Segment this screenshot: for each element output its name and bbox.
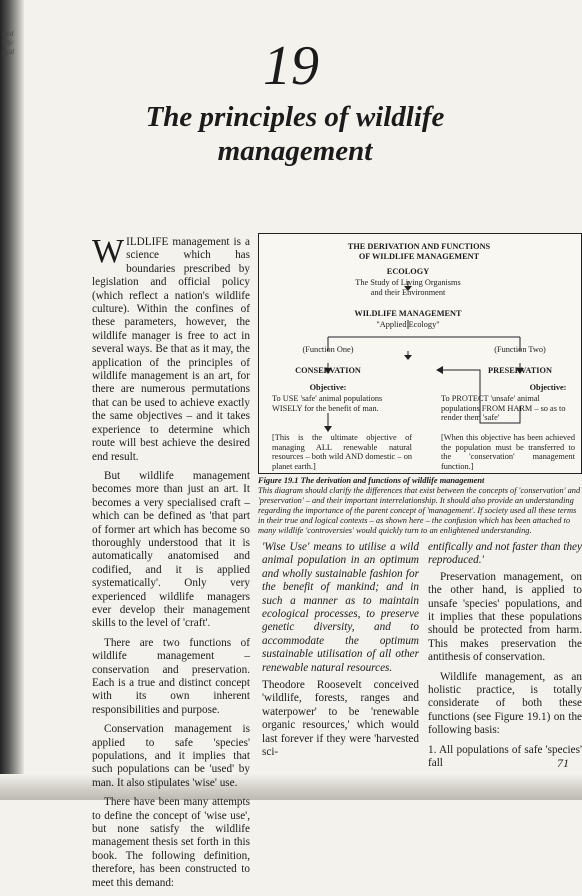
figure-heading [258,242,580,261]
preservation-note: [When this objective has been achieved the population must be transferred to the 'conservation' management function.] [441,433,575,471]
page-number: 71 [557,756,569,770]
paragraph: entifically and not faster than they reproduced.' [428,541,582,567]
right-column [428,541,582,777]
conservation-node: CONSERVATION [295,366,361,375]
margin-note-line: ised [2,30,14,38]
paragraph: Theodore Roosevelt conceived 'wildlife, forests, ranges and waterpower' to be 'renewable organic resources,' which would last forever if they were 'harvested sci- [262,679,419,759]
preservation-objective-label: Objective: [529,383,567,392]
middle-column [262,541,419,766]
ecology-subtitle-line: The Study of Living Organisms [355,278,461,287]
intro-paragraph [92,233,250,464]
paragraph: Conservation management is applied to safe 'species' populations, and it implies that such populations can be 'used' by man. It also stipulates 'wise' use. [92,723,250,789]
paragraph: Wildlife management, as an holistic practice, is totally considerate of both these functions (see Figure 19.1) on the following basis: [428,670,582,737]
conservation-objective: To USE 'safe' animal populations WISELY for the benefit of man. [272,394,383,413]
conservation-objective-label: Objective: [309,383,347,392]
margin-note-line: egal [2,48,15,56]
figure-heading-line: THE DERIVATION AND FUNCTIONS [347,242,491,251]
wildlife-management-node: WILDLIFE MANAGEMENT [354,309,462,318]
ecology-node: ECOLOGY [386,267,430,276]
figure-caption [258,476,582,535]
preservation-objective: To PROTECT 'unsafe' animal populations FROM HARM – so as to render them 'safe' [441,394,566,423]
left-column [92,233,250,896]
function-one-label: (Function One) [302,345,354,354]
caption-label: Figure 19.1 The derivation and functions of wildlife management [258,476,485,485]
paragraph: Preservation management, on the other hand, is applied to unsafe 'species' populations, and it implies that these populations should be protected from harm. This makes preservation the antithesis of conservation. [428,570,582,664]
intro-text: ILDLIFE management is a science which has boundaries prescribed by legislation and official policy (which reflect a nation's wildlife culture). Within the confines of these parameters, however, the wildlife manager is free to act in several ways. Be that as it may, the application of the principles of wildlife management is an art, for there are numerous permutations that can be used to achieve exactly the same objectives – and it takes experience to determine which route will best achieve the desired end result. [92,236,250,463]
margin-note-line: llife [2,39,13,47]
function-two-label: (Function Two) [494,345,546,354]
caption-text: This diagram should clarify the differences that exist between the concepts of 'conservation' and 'preservation' – and their important interrelationship. It should also provide an understanding regarding the importance of the parent concept of 'management'. If society used all these terms in their true and logical contexts – as shown here – the confusion which has been attached to many wildlife 'controversies' would quickly turn to an enlightened understanding. [258,485,581,535]
preservation-node: PRESERVATION [488,366,552,375]
wise-use-definition: 'Wise Use' means to utilise a wild animal population in an optimum and wholly sustainable fashion for the benefit of mankind; and in such a manner as to maintain ecological processes, to preserve genetic diversity, and to accommodate the optimum sustainable utilisation of all other renewable natural resources. [262,541,419,674]
figure-heading-line: OF WILDLIFE MANAGEMENT [358,251,480,261]
paragraph: But wildlife management becomes more than just an art. It becomes a very specialised craft – which can be defined as 'that part of former art which has become so thoroughly understood that it is automatically anatomised and codified, and it is applied systematically'. Only very experienced wildlife managers ever develop their management skills to the level of 'craft'. [92,469,250,630]
drop-cap: W [92,233,125,270]
book-spine-shadow [0,0,24,800]
ecology-subtitle-line: and their Environment [370,287,446,297]
paragraph: There have been many attempts to define the concept of 'wise use', but none satisfy the wildlife management thesis set forth in this book. The following definition, therefore, has been constructed to meet this demand: [92,796,250,889]
paragraph: There are two functions of wildlife management – conservation and preservation. Each is a true and distinct concept with its own inherent responsibilities and purpose. [92,636,250,716]
chapter-number: 19 [263,35,319,97]
chapter-title: The principles of wildlife management [145,101,445,167]
list-item: 1. All populations of safe 'species' fall [428,743,582,770]
page-bottom-shadow [0,774,582,800]
wildlife-management-subtitle: "Applied Ecology" [376,320,440,329]
ecology-subtitle [258,278,558,297]
conservation-note: [This is the ultimate objective of managing ALL renewable natural resources – both wild AND domestic – on planet earth.] [272,433,412,471]
